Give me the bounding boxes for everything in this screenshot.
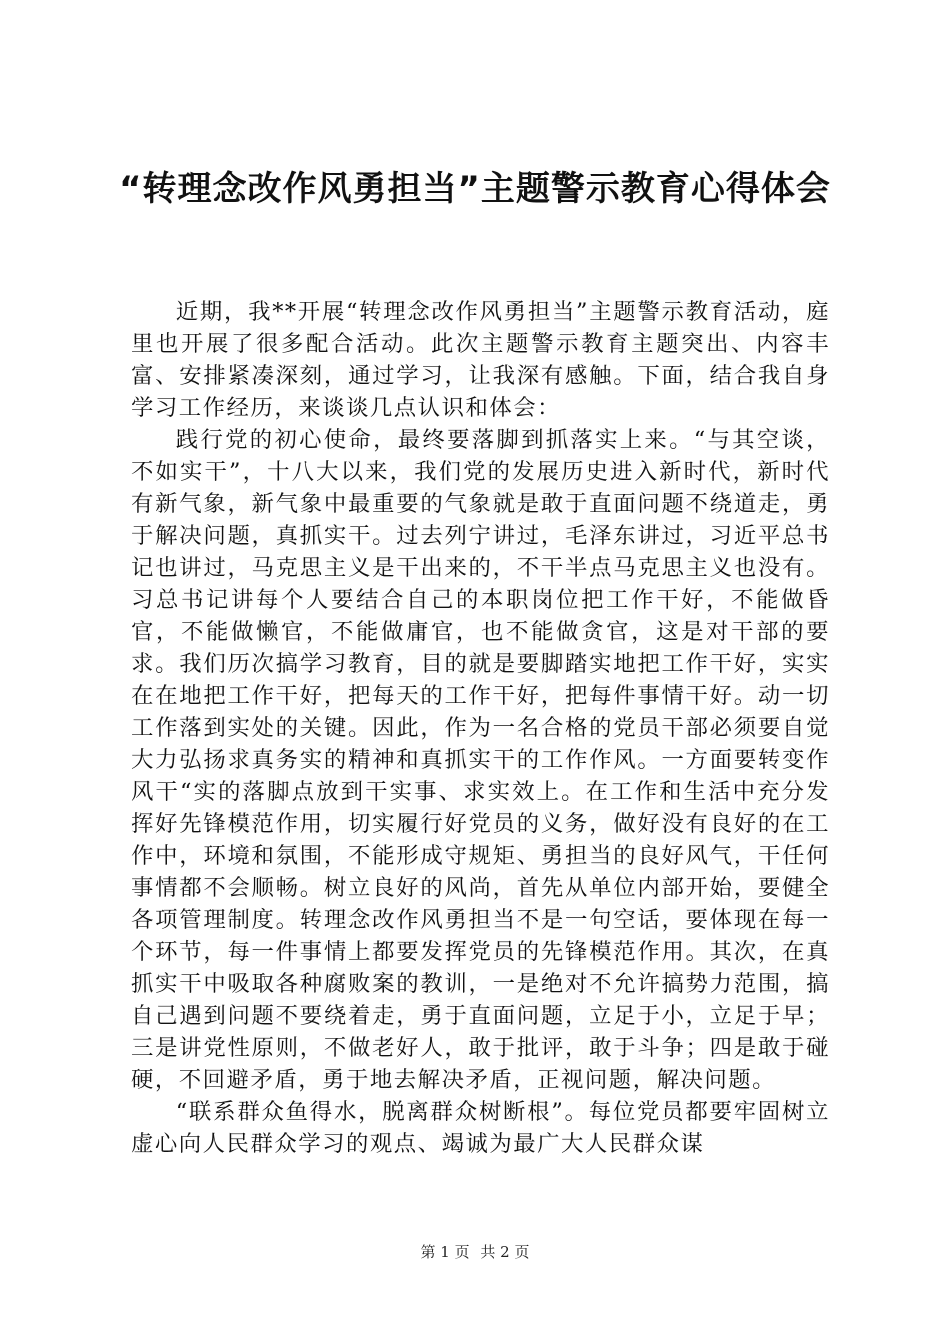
document-body: [131, 296, 830, 1160]
document-title: “转理念改作风勇担当”主题警示教育心得体会: [119, 169, 831, 209]
paragraph-masses: “联系群众鱼得水，脱离群众树断根”。每位党员都要牢固树立虚心向人民群众学习的观点、竭诚为最广大人民群众谋: [131, 1099, 830, 1157]
page-total: 共 2 页: [480, 1243, 530, 1261]
page-number: 第 1 页: [420, 1243, 470, 1261]
paragraph-intro: 近期，我**开展“转理念改作风勇担当”主题警示教育活动，庭里也开展了很多配合活动。此次主题警示教育主题突出、内容丰富、安排紧凑深刻，通过学习，让我深有感触。下面，结合我自身学习工作经历，来谈谈几点认识和体会：: [131, 299, 830, 421]
paragraph-practice: 践行党的初心使命，最终要落脚到抓落实上来。“与其空谈，不如实干”，十八大以来，我们党的发展历史进入新时代，新时代有新气象，新气象中最重要的气象就是敢于直面问题不绕道走，勇于解决问题，真抓实干。过去列宁讲过，毛泽东讲过，习近平总书记也讲过，马克思主义是干出来的，不干半点马克思主义也没有。习总书记讲每个人要结合自己的本职岗位把工作干好，不能做昏官，不能做懒官，不能做庸官，也不能做贪官，这是对干部的要求。我们历次搞学习教育，目的就是要脚踏实地把工作干好，实实在在地把工作干好，把每天的工作干好，把每件事情干好。动一切工作落到实处的关键。因此，作为一名合格的党员干部必须要自觉大力弘扬求真务实的精神和真抓实干的工作作风。一方面要转变作风干“实的落脚点放到干实事、求实效上。在工作和生活中充分发挥好先锋模范作用，切实履行好党员的义务，做好没有良好的在工作中，环境和氛围，不能形成守规矩、勇担当的良好风气，干任何事情都不会顺畅。树立良好的风尚，首先从单位内部开始，要健全各项管理制度。转理念改作风勇担当不是一句空话，要体现在每一个环节，每一件事情上都要发挥党员的先锋模范作用。其次，在真抓实干中吸取各种腐败案的教训，一是绝对不允许搞势力范围，搞自己遇到问题不要绕着走，勇于直面问题，立足于小，立足于早；三是讲党性原则，不做老好人，敢于批评，敢于斗争；四是敢于碰硬，不回避矛盾，勇于地去解决矛盾，正视问题，解决问题。: [131, 427, 830, 1093]
page-footer: [0, 1242, 950, 1262]
